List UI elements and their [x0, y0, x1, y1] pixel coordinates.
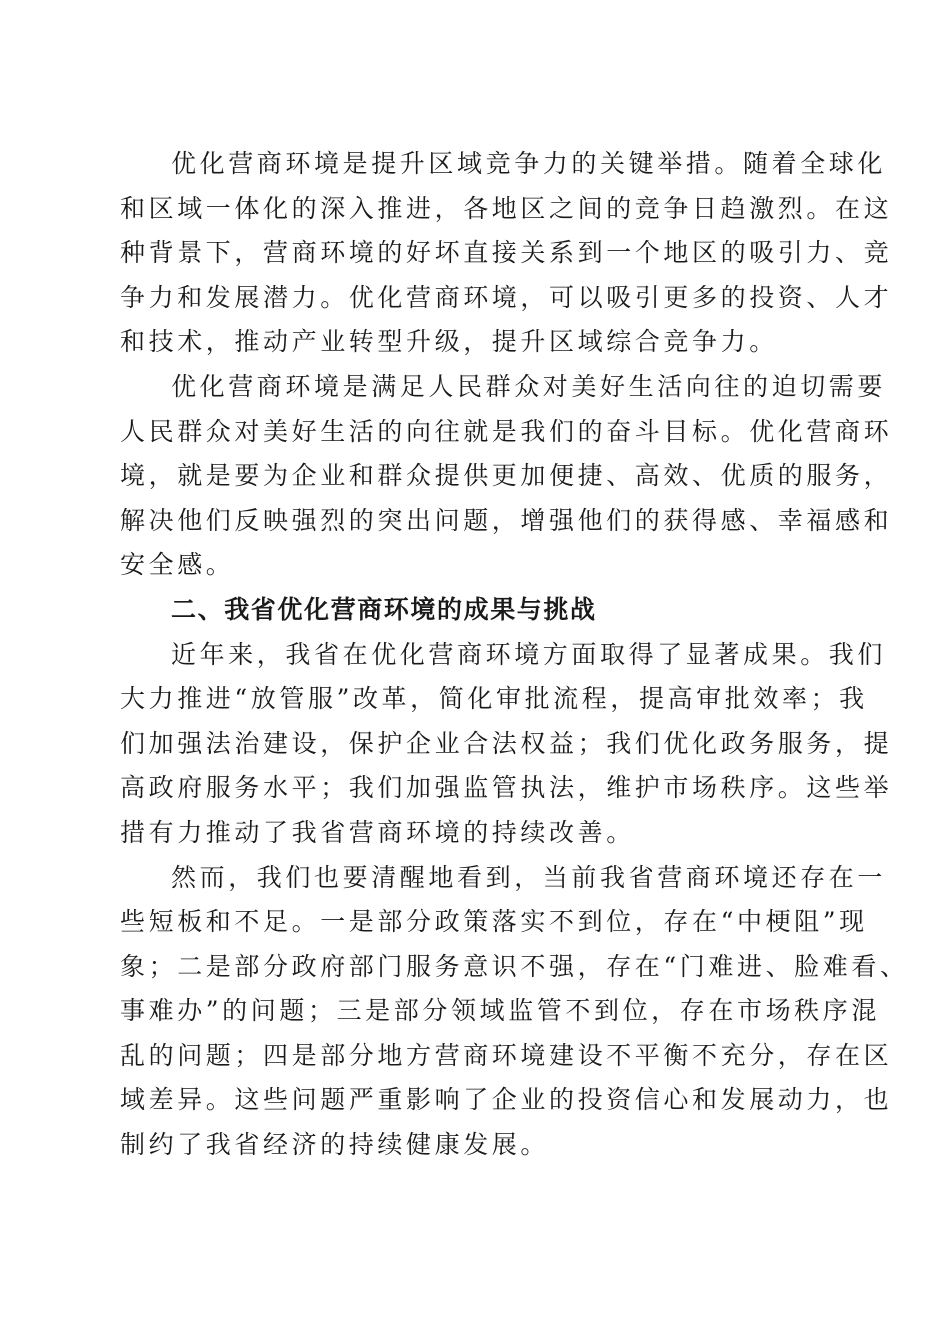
paragraph-line: 优化营商环境是满足人民群众对美好生活向往的迫切需要	[171, 371, 887, 401]
paragraph-line: 争力和发展潜力。优化营商环境，可以吸引更多的投资、人才	[120, 282, 893, 312]
paragraph-line: 们加强法治建设，保护企业合法权益；我们优化政务服务，提	[120, 728, 893, 758]
paragraph-line: 大力推进“放管服”改革，简化审批流程，提高审批效率；我	[120, 684, 868, 714]
paragraph-line: 事难办”的问题；三是部分领域监管不到位，存在市场秩序混	[120, 996, 880, 1026]
section-heading: 二、我省优化营商环境的成果与挑战	[171, 594, 597, 624]
paragraph-line: 乱的问题；四是部分地方营商环境建设不平衡不充分，存在区	[120, 1040, 893, 1070]
paragraph-line: 和技术，推动产业转型升级，提升区域综合竞争力。	[120, 327, 778, 357]
paragraph-line: 些短板和不足。一是部分政策落实不到位，存在“中梗阻”现	[120, 907, 868, 937]
paragraph-people-needs	[120, 365, 893, 588]
paragraph-line: 人民群众对美好生活的向往就是我们的奋斗目标。优化营商环	[120, 416, 893, 446]
paragraph-line: 和区域一体化的深入推进，各地区之间的竞争日趋激烈。在这	[120, 193, 893, 223]
paragraph-line: 象；二是部分政府部门服务意识不强，存在“门难进、脸难看、	[120, 951, 909, 981]
paragraph-line: 高政府服务水平；我们加强监管执法，维护市场秩序。这些举	[120, 773, 893, 803]
paragraph-achievements	[120, 633, 893, 856]
paragraph-line: 制约了我省经济的持续健康发展。	[120, 1130, 550, 1160]
paragraph-line: 安全感。	[120, 550, 235, 580]
paragraph-challenges	[120, 856, 909, 1168]
paragraph-regional-competitiveness	[120, 142, 893, 365]
paragraph-line: 优化营商环境是提升区域竞争力的关键举措。随着全球化	[171, 149, 887, 178]
document-body	[120, 142, 909, 1168]
paragraph-line: 解决他们反映强烈的突出问题，增强他们的获得感、幸福感和	[120, 505, 893, 535]
paragraph-line: 域差异。这些问题严重影响了企业的投资信心和发展动力，也	[120, 1085, 893, 1115]
paragraph-line: 然而，我们也要清醒地看到，当前我省营商环境还存在一	[171, 862, 887, 892]
paragraph-line: 种背景下，营商环境的好坏直接关系到一个地区的吸引力、竞	[120, 238, 893, 268]
paragraph-line: 境，就是要为企业和群众提供更加便捷、高效、优质的服务，	[120, 461, 893, 491]
paragraph-line: 近年来，我省在优化营商环境方面取得了显著成果。我们	[171, 639, 887, 669]
paragraph-line: 措有力推动了我省营商环境的持续改善。	[120, 817, 635, 847]
